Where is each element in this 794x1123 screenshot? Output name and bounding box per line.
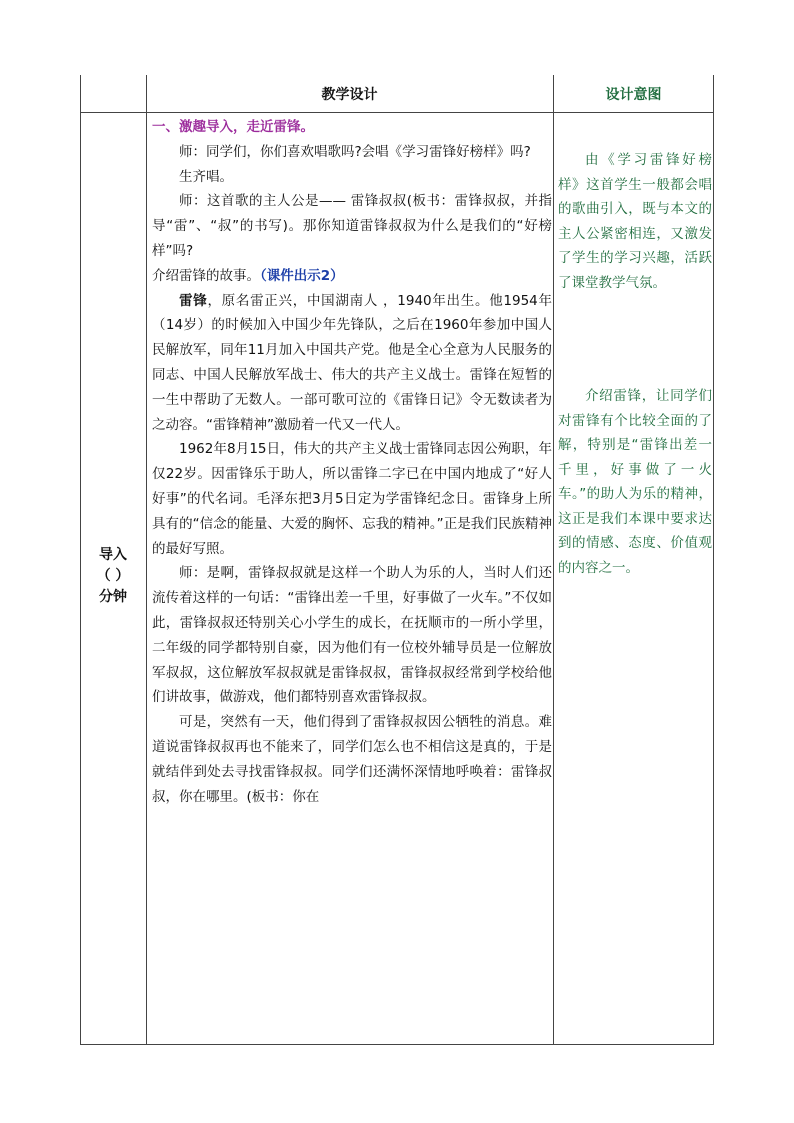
header-row-divider (80, 112, 714, 113)
paragraph-1: 师：同学们，你们喜欢唱歌吗?会唱《学习雷锋好榜样》吗? (179, 143, 531, 160)
table-border-right (713, 75, 714, 1045)
intent-text-2: 介绍雷锋，让同学们对雷锋有个比较全面的了解，特别是“雷锋出差一千里，好事做了一火车。”的助人为乐的精神，这正是我们本课中要求达到的情感、态度、价值观的内容之一。 (558, 388, 712, 576)
stage-label-blank: （ ） (96, 568, 130, 584)
intent-text-1: 由《学习雷锋好榜样》这首学生一般都会唱的歌曲引入，既与本文的主人公紧密相连，又激发了学生的学习兴趣，活跃了课堂教学气氛。 (558, 152, 712, 291)
table-border-bottom (80, 1044, 714, 1045)
paragraph-2: 生齐唱。 (179, 168, 233, 185)
paragraph-8: 可是，突然有一天，他们得到了雷锋叔叔因公牺牲的消息。难道说雷锋叔叔再也不能来了，同学们怎么也不相信这是真的，于是就结伴到处去寻找雷锋叔叔。同学们还满怀深情地呼唤着：雷锋叔叔，你在哪里。(板书：你在 (152, 714, 552, 805)
name-lei-feng: 雷锋 (179, 292, 208, 309)
stage-label-title: 导入 (99, 547, 127, 563)
paragraph-3: 师：这首歌的主人公是—— 雷锋叔叔(板书：雷锋叔叔，并指导“雷”、“叔”的书写)。那你知道雷锋叔叔为什么是我们的“好榜样”吗? (152, 193, 552, 259)
intent-note-2 (558, 384, 712, 580)
table-divider-side (146, 75, 147, 1045)
lesson-table (80, 75, 714, 1045)
paragraph-6: 1962年8月15日，伟大的共产主义战士雷锋同志因公殉职，年仅22岁。因雷锋乐于助人，所以雷锋二字已在中国内地成了“好人好事”的代名词。毛泽东把3月5日定为学雷锋纪念日。雷锋身上所具有的“信念的能量、大爱的胸怀、忘我的精神。”正是我们民族精神的最好写照。 (152, 441, 552, 557)
table-divider-intent (553, 75, 554, 1045)
stage-label-unit: 分钟 (99, 589, 127, 605)
courseware-note: （课件出示2） (260, 267, 344, 284)
paragraph-5-text: ，原名雷正兴，中国湖南人 ，1940年出生。他1954年（14岁）的时候加入中国少年先锋队，之后在1960年参加中国人民解放军，同年11月加入中国共产党。他是全心全意为人民服务的同志、中国人民解放军战士、伟大的共产主义战士。雷锋在短暂的一生中帮助了无数人。一部可歌可泣的《雷锋日记》令无数读者为之动容。“雷锋精神”激励着一代又一代人。 (152, 292, 552, 433)
intent-note-1 (558, 148, 712, 295)
header-design: 教学设计 (321, 86, 378, 103)
paragraph-4-text: 介绍雷锋的故事。 (152, 267, 260, 284)
paragraph-5 (152, 289, 552, 438)
stage-label (80, 545, 146, 608)
paragraph-7: 师：是啊，雷锋叔叔就是这样一个助人为乐的人，当时人们还流传着这样的一句话：“雷锋出差一千里，好事做了一火车。”不仅如此，雷锋叔叔还特别关心小学生的成长，在抚顺市的一所小学里，二年级的同学都特别自豪，因为他们有一位校外辅导员是一位解放军叔叔，这位解放军叔叔就是雷锋叔叔，雷锋叔叔经常到学校给他们讲故事，做游戏，他们都特别喜欢雷锋叔叔。 (152, 565, 552, 706)
header-intent: 设计意图 (605, 86, 662, 103)
paragraph-4 (152, 264, 552, 289)
design-content (152, 115, 552, 809)
section-title: 一、激趣导入，走近雷锋。 (152, 119, 314, 135)
